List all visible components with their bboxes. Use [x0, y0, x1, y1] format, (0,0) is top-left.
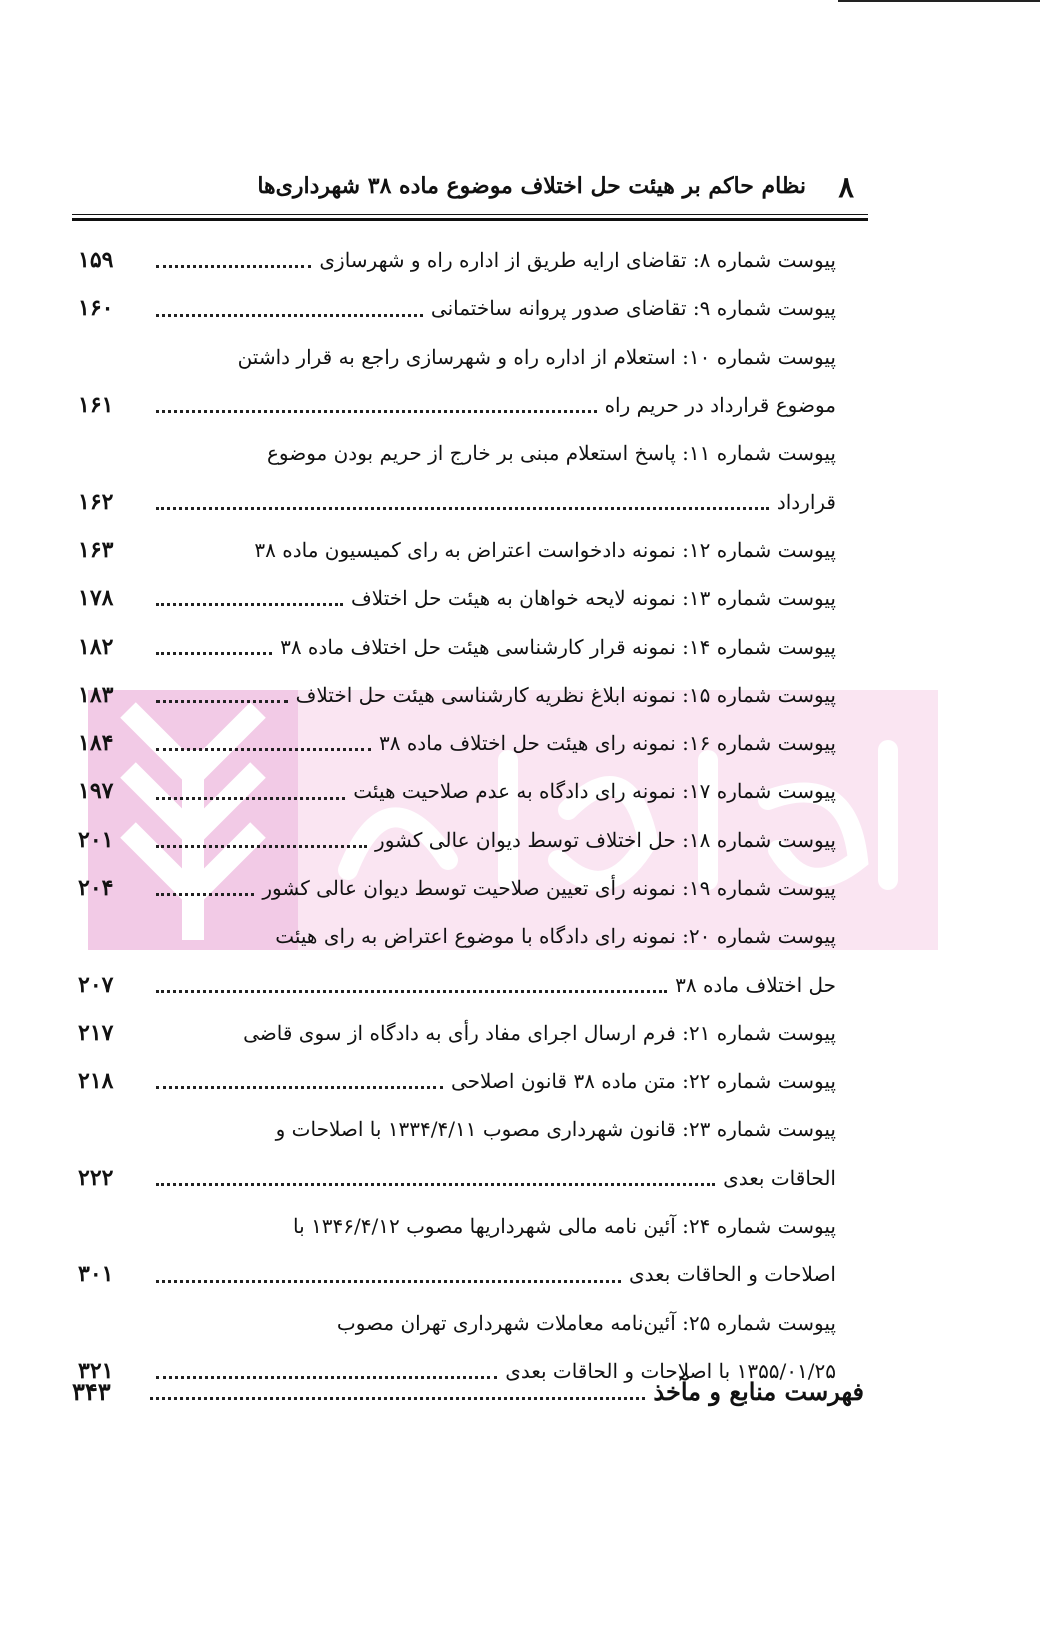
toc-leader-dots [156, 603, 343, 606]
running-title: نظام حاکم بر هیئت حل اختلاف موضوع ماده ۳۸ شهرداری‌ها [257, 173, 806, 199]
toc-entry-page: ۱۸۴ [78, 730, 114, 757]
toc-entry-title: پیوست شماره ۱۴: نمونه قرار کارشناسی هیئت حل اختلاف ماده ۳۸ [280, 634, 836, 659]
toc-entry[interactable] [78, 622, 836, 670]
toc-leader-dots [156, 990, 667, 993]
toc-leader-dots [156, 1086, 443, 1089]
toc-entry-title: پیوست شماره ۱۵: نمونه ابلاغ نظریه کارشناسی هیئت حل اختلاف [295, 682, 836, 707]
toc-entry-page: ۱۷۸ [78, 585, 114, 612]
toc-leader-dots [156, 507, 769, 510]
toc-entry[interactable] [78, 333, 836, 381]
toc-entry[interactable] [78, 912, 836, 960]
header-rule-thick [72, 218, 868, 221]
toc-entry[interactable] [78, 284, 836, 332]
toc-entry-title: موضوع قرارداد در حریم راه [604, 393, 836, 418]
toc-leader-dots [156, 700, 288, 703]
toc-entry[interactable] [78, 574, 836, 622]
toc-entry-page: ۱۶۳ [78, 536, 114, 563]
toc-leader-dots [156, 845, 367, 848]
toc-entry-title: پیوست شماره ۱۰: استعلام از اداره راه و شهرسازی راجع به قرار داشتن [237, 344, 836, 369]
page-number: ۸ [838, 170, 854, 204]
toc-entry[interactable] [78, 429, 836, 477]
toc-entry[interactable] [78, 1105, 836, 1153]
toc-entry[interactable] [78, 1202, 836, 1250]
header-rule-thin [72, 214, 868, 215]
toc-entry[interactable] [78, 1154, 836, 1202]
toc-entry-page: ۲۲۲ [78, 1164, 114, 1191]
toc-entry-page: ۳۰۱ [78, 1261, 114, 1288]
toc-leader-dots [156, 410, 597, 413]
toc-entry[interactable] [78, 1057, 836, 1105]
toc-entry-page: ۱۸۲ [78, 633, 114, 660]
toc-entry-page: ۳۲۱ [78, 1357, 114, 1384]
toc-entry[interactable] [78, 671, 836, 719]
toc-entry-page: ۲۰۴ [78, 875, 114, 901]
toc-entry-title: ۱۳۵۵/۰۱/۲۵ با اصلاحات و الحاقات بعدی [505, 1358, 836, 1383]
toc-entry-title: پیوست شماره ۱۸: حل اختلاف توسط دیوان عالی کشور [375, 827, 836, 852]
toc-final-entry[interactable] [72, 1366, 864, 1416]
page-header [72, 170, 868, 210]
toc-entry-title: پیوست شماره ۱۹: نمونه رأی تعیین صلاحیت توسط دیوان عالی کشور [262, 876, 836, 900]
toc-entry[interactable] [78, 1009, 836, 1057]
toc-leader-dots [156, 555, 246, 558]
toc-entry-page: ۱۶۱ [78, 392, 114, 419]
toc-leader-dots [156, 1038, 235, 1041]
toc-leader-dots [156, 748, 371, 751]
toc-entry-page: ۲۱۷ [78, 1019, 114, 1046]
toc-entry[interactable] [78, 236, 836, 284]
toc-entry-title: پیوست شماره ۱۱: پاسخ استعلام مبنی بر خارج از حریم بودن موضوع [266, 441, 836, 466]
toc-entry-title: پیوست شماره ۲۳: قانون شهرداری مصوب ۱۳۳۴/۴/۱۱ با اصلاحات و [275, 1117, 836, 1142]
toc-entry-title: پیوست شماره ۲۵: آئین‌نامه معاملات شهرداری تهران مصوب [336, 1310, 836, 1335]
toc-entry-page: ۲۰۷ [78, 971, 114, 998]
toc-entry[interactable] [78, 1250, 836, 1298]
toc-final-title: فهرست منابع و مآخذ [653, 1376, 864, 1406]
toc-leader-dots [156, 314, 423, 317]
toc-entry[interactable] [78, 381, 836, 429]
toc-entry[interactable] [78, 1299, 836, 1347]
toc-entry[interactable] [78, 526, 836, 574]
toc-entry[interactable] [78, 960, 836, 1008]
toc-entry[interactable] [78, 719, 836, 767]
table-of-contents [78, 236, 836, 1395]
toc-entry-page: ۱۸۳ [78, 681, 114, 708]
toc-leader-dots [156, 265, 311, 268]
toc-final-page: ۳۴۳ [72, 1376, 111, 1406]
toc-entry-title: قرارداد [776, 489, 836, 514]
toc-entry-page: ۱۵۹ [78, 247, 114, 274]
toc-leader-dots [156, 1280, 621, 1283]
toc-entry-title: پیوست شماره ۱۳: نمونه لایحه خواهان به هیئت حل اختلاف [351, 586, 836, 611]
toc-entry-title: پیوست شماره ۱۷: نمونه رای دادگاه به عدم صلاحیت هیئت [353, 779, 836, 804]
top-edge-rule [838, 0, 1040, 2]
toc-leader-dots [156, 893, 254, 896]
toc-leader-dots [156, 797, 345, 800]
toc-entry-title: الحاقات بعدی [723, 1165, 836, 1190]
toc-leader-dots [156, 652, 272, 655]
toc-entry[interactable] [78, 477, 836, 525]
toc-entry-title: حل اختلاف ماده ۳۸ [675, 972, 836, 997]
toc-entry-page: ۱۶۰ [78, 295, 114, 322]
toc-leader-dots [156, 1183, 715, 1186]
toc-entry-title: پیوست شماره ۲۱: فرم ارسال اجرای مفاد رأی به دادگاه از سوی قاضی [243, 1020, 836, 1045]
toc-entry-page: ۲۰۱ [78, 826, 114, 853]
toc-entry-page: ۲۱۸ [78, 1068, 114, 1095]
toc-entry-title: پیوست شماره ۲۲: متن ماده ۳۸ قانون اصلاحی [450, 1069, 836, 1094]
toc-entry-title: پیوست شماره ۸: تقاضای ارایه طریق از اداره راه و شهرسازی [319, 248, 836, 273]
toc-entry[interactable] [78, 864, 836, 912]
toc-entry-title: پیوست شماره ۱۶: نمونه رای هیئت حل اختلاف ماده ۳۸ [378, 731, 836, 756]
toc-entry-title: پیوست شماره ۹: تقاضای صدور پروانه ساختمانی [430, 296, 836, 321]
toc-entry-title: پیوست شماره ۲۴: آئین نامه مالی شهرداریها مصوب ۱۳۴۶/۴/۱۲ با [293, 1214, 836, 1239]
toc-entry[interactable] [78, 816, 836, 864]
toc-entry[interactable] [78, 767, 836, 815]
toc-entry-page: ۱۶۲ [78, 488, 114, 515]
toc-entry-page: ۱۹۷ [78, 778, 114, 805]
toc-entry-title: اصلاحات و الحاقات بعدی [629, 1262, 836, 1287]
toc-leader-dots [150, 1397, 645, 1400]
toc-entry-title: پیوست شماره ۲۰: نمونه رای دادگاه با موضوع اعتراض به رای هیئت [275, 924, 836, 949]
toc-entry-title: پیوست شماره ۱۲: نمونه دادخواست اعتراض به رای کمیسیون ماده ۳۸ [254, 537, 836, 562]
